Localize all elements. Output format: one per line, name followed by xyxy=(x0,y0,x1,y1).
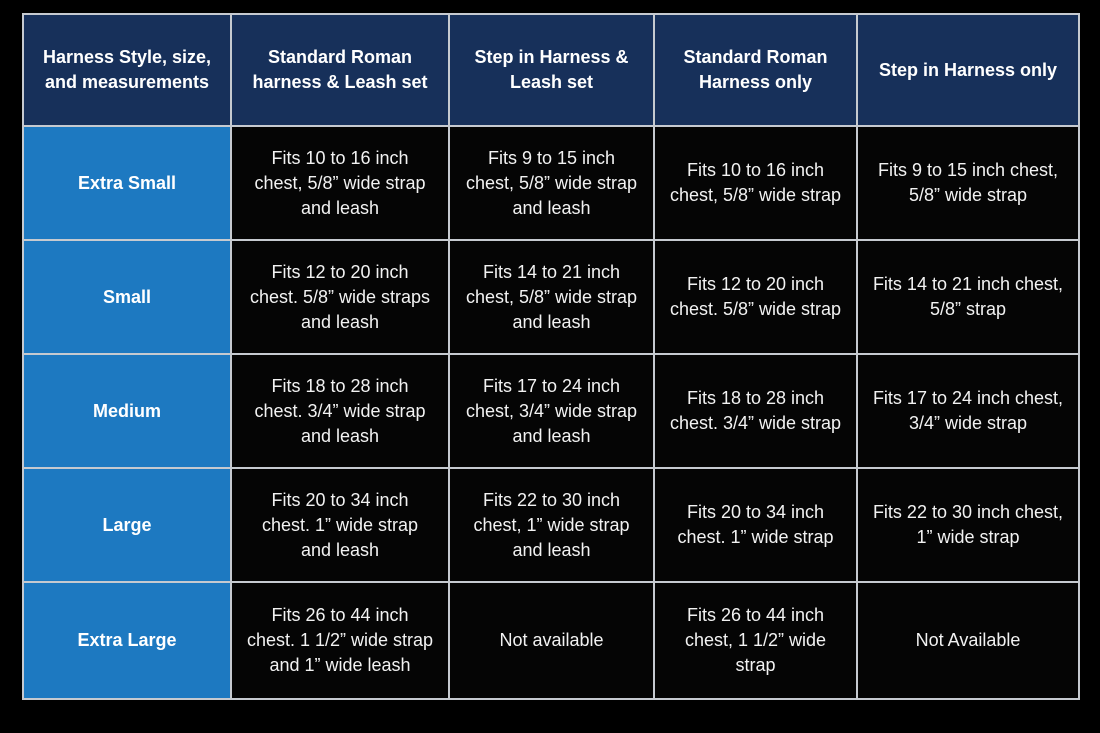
row-header-extra-large: Extra Large xyxy=(23,582,231,699)
table-cell: Fits 10 to 16 inch chest, 5/8” wide strap and leash xyxy=(231,126,449,240)
row-header-extra-small: Extra Small xyxy=(23,126,231,240)
column-header-step-in-leash-set: Step in Harness & Leash set xyxy=(449,14,654,126)
table-cell: Not Available xyxy=(857,582,1079,699)
table-cell: Fits 12 to 20 inch chest. 5/8” wide straps and leash xyxy=(231,240,449,354)
table-cell: Fits 22 to 30 inch chest, 1” wide strap and leash xyxy=(449,468,654,582)
table-cell: Fits 10 to 16 inch chest, 5/8” wide strap xyxy=(654,126,857,240)
table-row xyxy=(23,354,1079,468)
table-row xyxy=(23,126,1079,240)
harness-sizing-table xyxy=(22,13,1080,700)
table-cell: Fits 26 to 44 inch chest, 1 1/2” wide strap xyxy=(654,582,857,699)
table-cell: Fits 22 to 30 inch chest, 1” wide strap xyxy=(857,468,1079,582)
row-header-medium: Medium xyxy=(23,354,231,468)
table-row xyxy=(23,582,1079,699)
column-header-standard-roman-leash-set: Standard Roman harness & Leash set xyxy=(231,14,449,126)
row-header-large: Large xyxy=(23,468,231,582)
table-cell: Not available xyxy=(449,582,654,699)
row-header-small: Small xyxy=(23,240,231,354)
table-cell: Fits 18 to 28 inch chest. 3/4” wide strap xyxy=(654,354,857,468)
table-cell: Fits 26 to 44 inch chest. 1 1/2” wide strap and 1” wide leash xyxy=(231,582,449,699)
table-header-row xyxy=(23,14,1079,126)
table-cell: Fits 14 to 21 inch chest, 5/8” strap xyxy=(857,240,1079,354)
table-cell: Fits 17 to 24 inch chest, 3/4” wide strap xyxy=(857,354,1079,468)
table-cell: Fits 9 to 15 inch chest, 5/8” wide strap xyxy=(857,126,1079,240)
table-row xyxy=(23,468,1079,582)
column-header-step-in-only: Step in Harness only xyxy=(857,14,1079,126)
table-cell: Fits 20 to 34 inch chest. 1” wide strap xyxy=(654,468,857,582)
table-cell: Fits 9 to 15 inch chest, 5/8” wide strap and leash xyxy=(449,126,654,240)
table-cell: Fits 14 to 21 inch chest, 5/8” wide strap and leash xyxy=(449,240,654,354)
table-row xyxy=(23,240,1079,354)
table-cell: Fits 20 to 34 inch chest. 1” wide strap and leash xyxy=(231,468,449,582)
table-cell: Fits 18 to 28 inch chest. 3/4” wide strap and leash xyxy=(231,354,449,468)
table-cell: Fits 17 to 24 inch chest, 3/4” wide strap and leash xyxy=(449,354,654,468)
column-header-style-size-measurements: Harness Style, size, and measurements xyxy=(23,14,231,126)
table-cell: Fits 12 to 20 inch chest. 5/8” wide strap xyxy=(654,240,857,354)
column-header-standard-roman-only: Standard Roman Harness only xyxy=(654,14,857,126)
